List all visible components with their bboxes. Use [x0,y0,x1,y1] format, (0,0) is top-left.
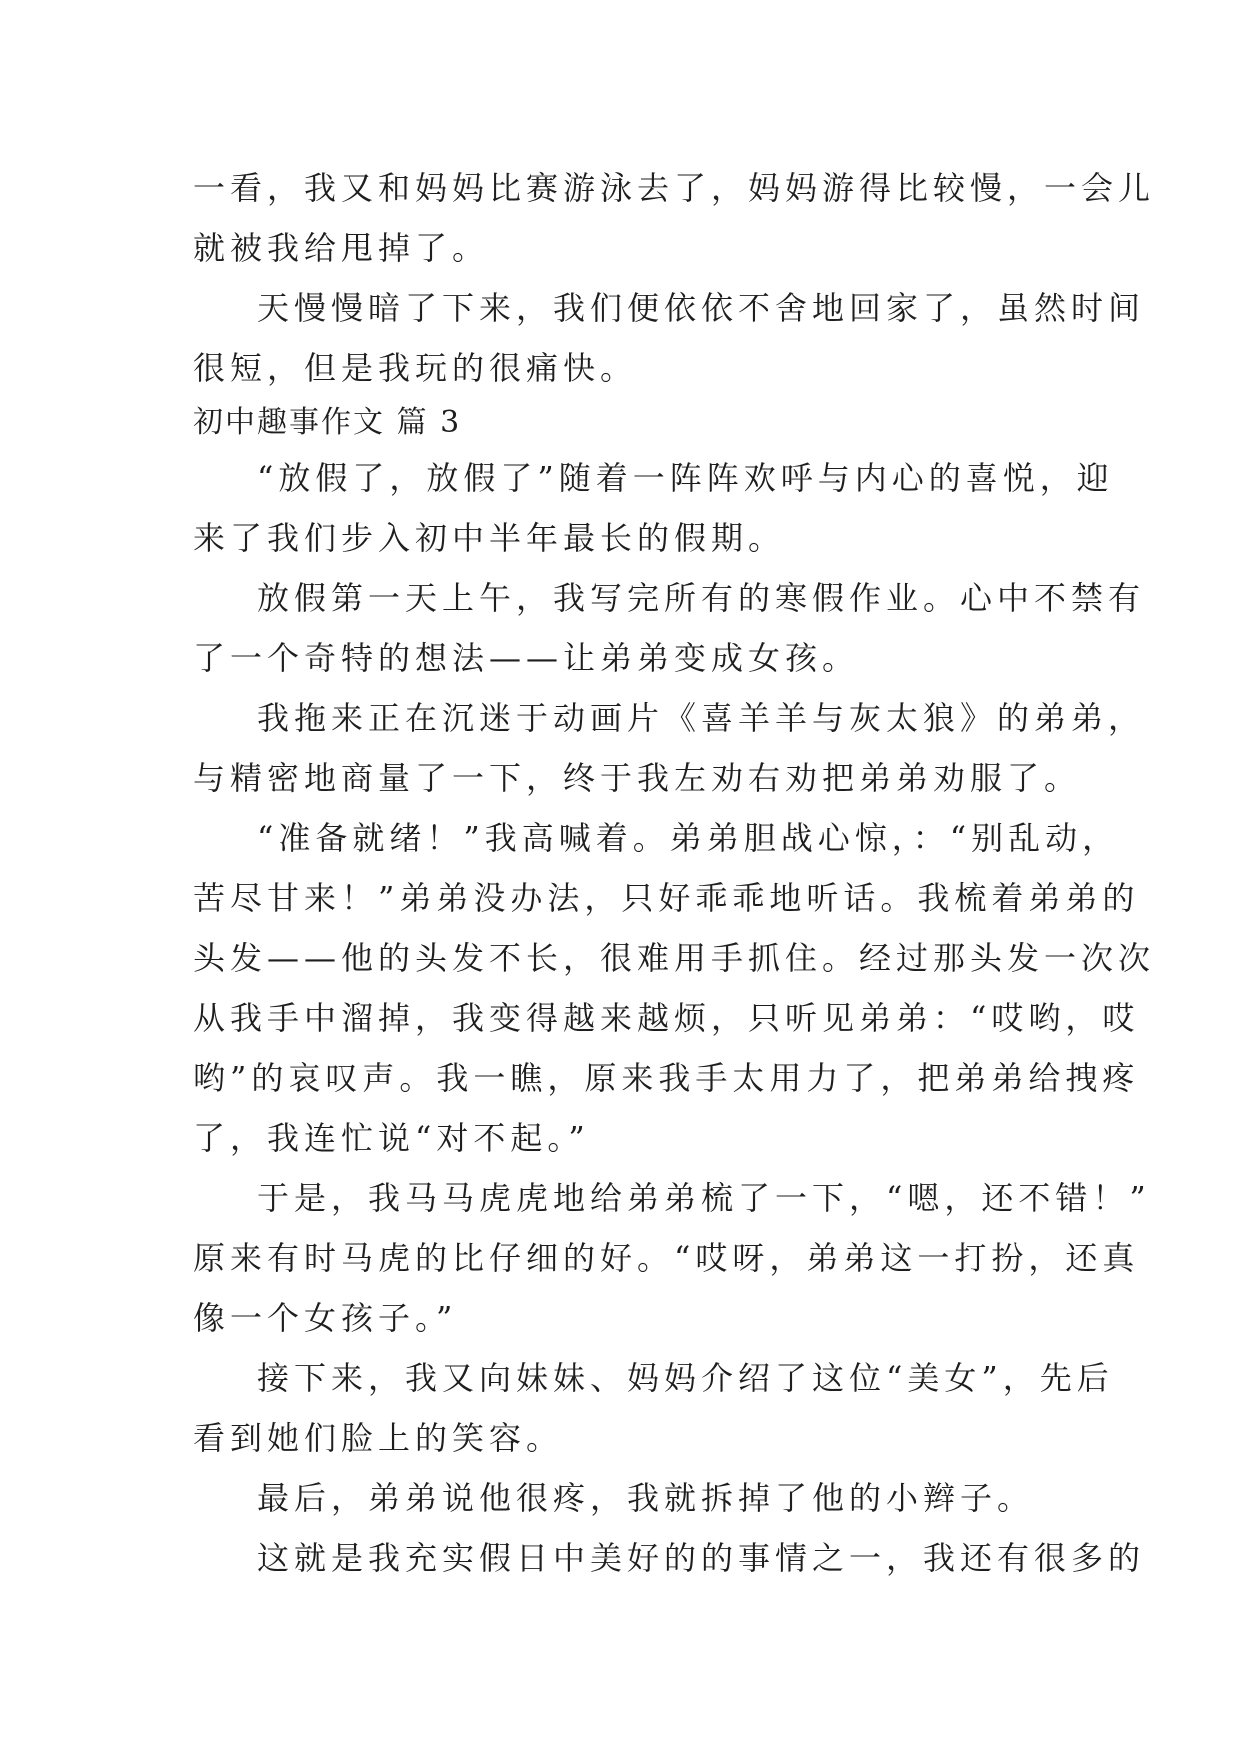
paragraph-start-line: 于是，我马马虎虎地给弟弟梳了一下，“嗯，还不错！” [257,1179,1151,1217]
paragraph-start-line: “准备就绪！”我高喊着。弟弟胆战心惊，：“别乱动， [257,819,1120,857]
paragraph-start-line: 天慢慢暗了下来，我们便依依不舍地回家了，虽然时间 [257,289,1146,327]
paragraph-start-line: 接下来，我又向妹妹、妈妈介绍了这位“美女”，先后 [257,1359,1114,1397]
text-line: 看到她们脸上的笑容。 [193,1419,564,1457]
text-line: 哟”的哀叹声。我一瞧，原来我手太用力了，把弟弟给拽疼 [193,1059,1140,1097]
text-line: 头发——他的头发不长，很难用手抓住。经过那头发一次次 [193,939,1156,977]
text-line: 就被我给甩掉了。 [193,229,490,267]
text-line: 来了我们步入初中半年最长的假期。 [193,519,786,557]
text-line: 原来有时马虎的比仔细的好。“哎呀，弟弟这一打扮，还真 [193,1239,1140,1277]
paragraph-start-line: 这就是我充实假日中美好的的事情之一，我还有很多的 [257,1539,1146,1577]
text-line: 很短，但是我玩的很痛快。 [193,349,638,387]
section-heading: 初中趣事作文 篇 3 [193,405,462,440]
paragraph-start-line: “放假了，放假了”随着一阵阵欢呼与内心的喜悦，迎 [257,459,1114,497]
paragraph-start-line: 放假第一天上午，我写完所有的寒假作业。心中不禁有 [257,579,1146,617]
text-line: 了，我连忙说“对不起。” [193,1119,590,1157]
text-line: 了一个奇特的想法——让弟弟变成女孩。 [193,639,860,677]
paragraph-start-line: 我拖来正在沉迷于动画片《喜羊羊与灰太狼》的弟弟， [257,699,1146,737]
text-line: 像一个女孩子。” [193,1299,458,1337]
text-line: 一看，我又和妈妈比赛游泳去了，妈妈游得比较慢，一会儿 [193,169,1156,207]
text-line: 苦尽甘来！”弟弟没办法，只好乖乖地听话。我梳着弟弟的 [193,879,1140,917]
paragraph-start-line: 最后，弟弟说他很疼，我就拆掉了他的小辫子。 [257,1479,1035,1517]
text-line: 与精密地商量了一下，终于我左劝右劝把弟弟劝服了。 [193,759,1082,797]
text-line: 从我手中溜掉，我变得越来越烦，只听见弟弟：“哎哟，哎 [193,999,1140,1037]
essay-body [193,158,1156,1588]
